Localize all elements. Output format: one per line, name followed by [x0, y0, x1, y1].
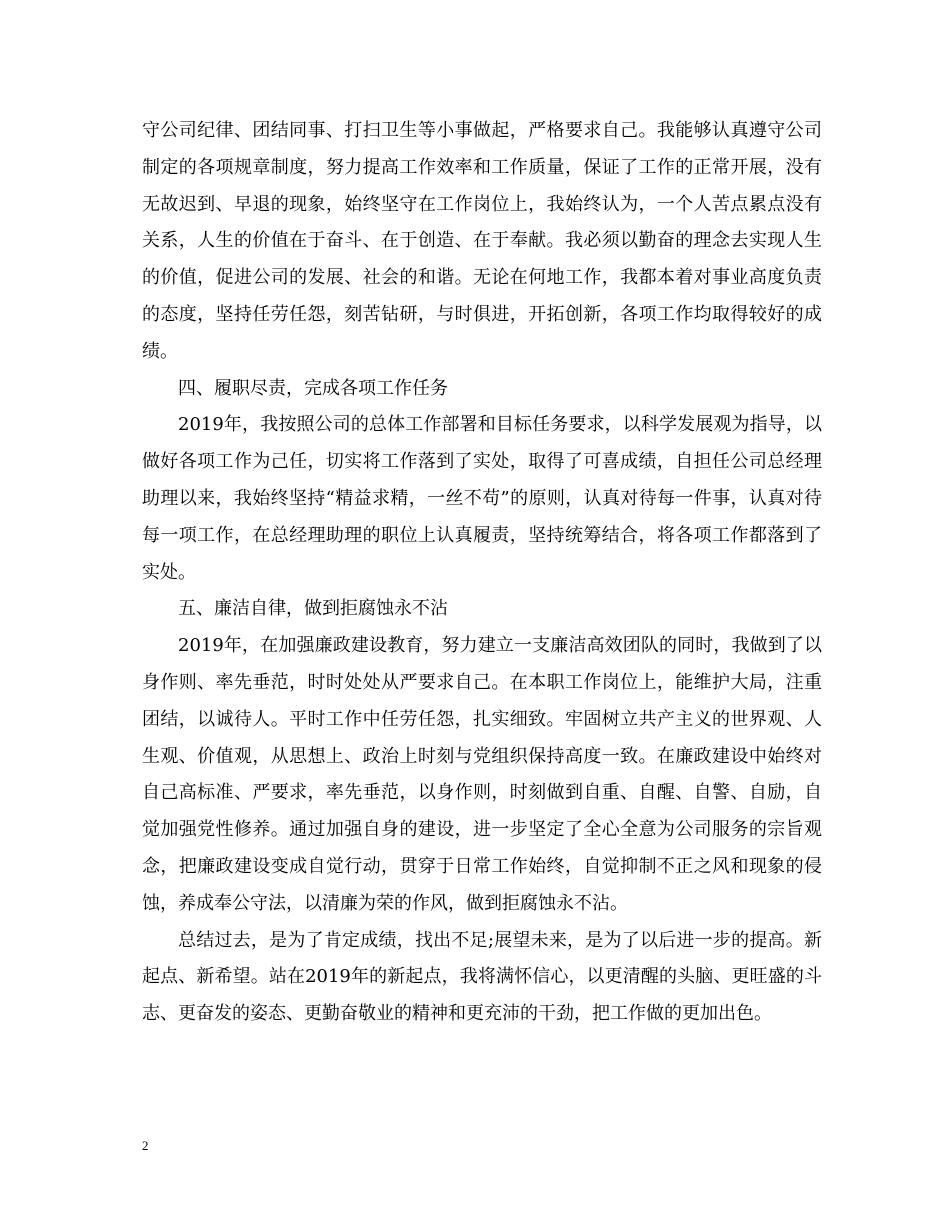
section-heading-4: 四、履职尽责，完成各项工作任务 [178, 377, 448, 399]
page-number: 2 [142, 1138, 149, 1153]
document-body [142, 113, 822, 1033]
paragraph-section-4: 2019年，我按照公司的总体工作部署和目标任务要求，以科学发展观为指导，以做好各项工作为己任，切实将工作落到了实处，取得了可喜成绩，自担任公司总经理助理以来，我始终坚持“精益求精，一丝不苟”的原则，认真对待每一件事，认真对待每一项工作，在总经理助理的职位上认真履责，坚持统筹结合，将各项工作都落到了实处。 [142, 414, 822, 583]
paragraph-conclusion: 总结过去，是为了肯定成绩，找出不足;展望未来，是为了以后进一步的提高。新起点、新希望。站在2019年的新起点，我将满怀信心，以更清醒的头脑、更旺盛的斗志、更奋发的姿态、更勤奋敬业的精神和更充沛的干劲，把工作做的更加出色。 [142, 929, 822, 1025]
paragraph-section-5: 2019年，在加强廉政建设教育，努力建立一支廉洁高效团队的同时，我做到了以身作则、率先垂范，时时处处从严要求自己。在本职工作岗位上，能维护大局，注重团结，以诚待人。平时工作中任劳任怨，扎实细致。牢固树立共产主义的世界观、人生观、价值观，从思想上、政治上时刻与党组织保持高度一致。在廉政建设中始终对自己高标准、严要求，率先垂范，以身作则，时刻做到自重、自醒、自警、自励，自觉加强党性修养。通过加强自身的建设，进一步坚定了全心全意为公司服务的宗旨观念，把廉政建设变成自觉行动，贯穿于日常工作始终，自觉抑制不正之风和现象的侵蚀，养成奉公守法，以清廉为荣的作风，做到拒腐蚀永不沾。 [142, 635, 822, 914]
section-heading-5: 五、廉洁自律，做到拒腐蚀永不沾 [178, 598, 448, 620]
paragraph-continuation: 守公司纪律、团结同事、打扫卫生等小事做起，严格要求自己。我能够认真遵守公司制定的各项规章制度，努力提高工作效率和工作质量，保证了工作的正常开展，没有无故迟到、早退的现象，始终坚守在工作岗位上，我始终认为，一个人苦点累点没有关系，人生的价值在于奋斗、在于创造、在于奉献。我必须以勤奋的理念去实现人生的价值，促进公司的发展、社会的和谐。无论在何地工作，我都本着对事业高度负责的态度，坚持任劳任怨，刻苦钻研，与时俱进，开拓创新，各项工作均取得较好的成绩。 [142, 120, 822, 362]
